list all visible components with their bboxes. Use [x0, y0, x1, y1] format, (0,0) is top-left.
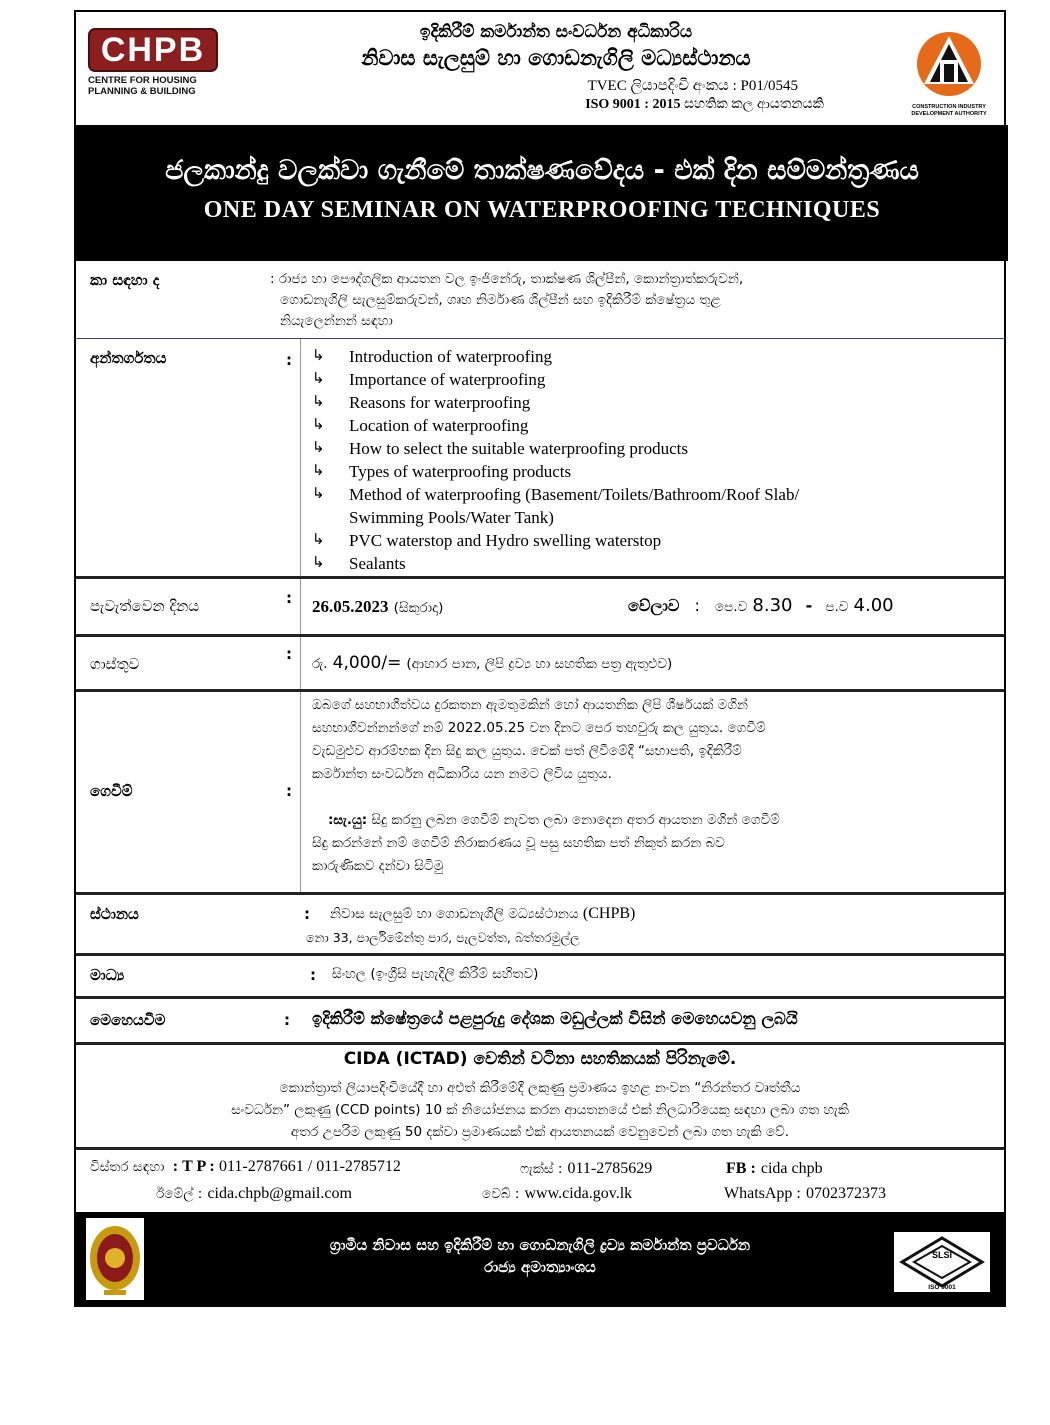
venue-address: නො 33, පාර්ලිමේන්තු පාර, පැලවත්ත, බත්තරමුල්ල	[306, 930, 580, 945]
fax-value: 011-2785629	[567, 1160, 653, 1177]
footer-text	[76, 1234, 1004, 1278]
tvec-number: TVEC ලියාපදිංචි අංකය : P01/0545	[587, 78, 798, 94]
arrow-icon: ↳	[312, 463, 325, 479]
date-value-wrap	[312, 597, 443, 617]
fax-wrap	[520, 1158, 652, 1178]
medium-value: සිංහල (ඉංග්‍රීසි පැහැදිලි කිරීම් සහිතව)	[332, 966, 539, 982]
payment-colon: :	[286, 782, 292, 800]
org-name: ඉදිකිරීම් කර්මාන්ත සංවර්ධන අධිකාරිය	[419, 22, 693, 42]
note-line: කාරුණිකව දන්වා සිටිමු	[312, 858, 444, 874]
topic-item	[312, 368, 799, 391]
topic-item	[312, 391, 799, 414]
chpb-logo	[88, 28, 218, 97]
column-divider	[300, 692, 301, 892]
venue-colon: :	[304, 905, 310, 923]
audience-text	[270, 269, 743, 332]
cida-logo	[904, 22, 994, 122]
medium-row	[76, 956, 1004, 996]
guidance-value: ඉදිකිරීම් ක්ෂේත්‍රයේ පළපුරුදු දේශක මඩුල්ලක් විසින් මෙහෙයවනු ලබයි	[312, 1009, 798, 1028]
slsi-logo	[894, 1232, 990, 1292]
cida-line: සංවර්ධන” ලකුණු (CCD points) 10 ක් නියෝජනය කරන ආයතනයේ එක් නිලධාරියෙකු සඳහා ලබා ගත හැකි	[231, 1102, 849, 1118]
topic-text: How to select the suitable waterproofing products	[349, 439, 688, 458]
svg-text:DEVELOPMENT AUTHORITY: DEVELOPMENT AUTHORITY	[911, 111, 987, 117]
payment-label: ගෙවීම්	[90, 782, 133, 800]
topic-text: Types of waterproofing products	[349, 462, 572, 481]
cida-certificate-section	[76, 1045, 1004, 1145]
topic-text: Method of waterproofing (Basement/Toilets/Bathroom/Roof Slab/	[349, 485, 800, 504]
fb-label: FB :	[726, 1160, 756, 1177]
whatsapp-label: WhatsApp :	[724, 1185, 801, 1202]
topic-item	[312, 483, 799, 529]
venue-row	[76, 895, 1004, 950]
web-value[interactable]: www.cida.gov.lk	[524, 1185, 633, 1202]
email-label: ඊමේල් :	[156, 1186, 203, 1202]
time-from: 8.30	[752, 595, 793, 616]
time-from-prefix: පෙ.ව	[714, 599, 748, 615]
venue-line-1: නිවාස සැලසුම් හා ගොඩනැගිලි මධ්‍යස්ථානය	[330, 906, 579, 922]
cida-body	[76, 1077, 1004, 1143]
contact-intro: විස්තර සඳහා	[90, 1159, 165, 1175]
date-label: පැවැත්වෙන දිනය	[90, 597, 200, 615]
cida-line: අතර උපරිම ලකුණු 50 දක්වා ප්‍රමාණයක් එක් ආයතනයක් වෙනුවෙන් ලබා ගත හැකි වේ.	[290, 1124, 790, 1140]
arrow-icon: ↳	[312, 394, 325, 410]
topic-text: Location of waterproofing	[349, 416, 529, 435]
note-line: සිදු කරනු ලබන ගෙවීම් නැවත ලබා නොදෙන අතර ආයතන මගින් ගෙවීම්	[367, 812, 780, 828]
web-wrap	[482, 1183, 632, 1203]
header-text	[236, 22, 876, 113]
audience-line-1: : රාජ්‍ය හා පෞද්ගලික ආයතන වල ඉංජිනේරු, තාක්ෂණ ශිල්පීන්, කොන්ත්‍රාත්කරුවන්,	[270, 271, 744, 287]
audience-label: කා සඳහා ද	[90, 271, 160, 289]
chpb-logo-sub-1: CENTRE FOR HOUSING	[88, 75, 197, 86]
medium-colon: :	[310, 966, 316, 984]
audience-line-3: නියැලෙන්නන් සඳහා	[280, 313, 393, 329]
title-banner	[76, 125, 1008, 261]
payment-text	[312, 694, 992, 878]
topic-text-cont: Swimming Pools/Water Tank)	[349, 508, 554, 527]
arrow-icon: ↳	[312, 440, 325, 456]
footer-banner	[76, 1212, 1004, 1307]
venue-abbr: (CHPB)	[582, 905, 636, 922]
ministry-line-1: ග්‍රාමීය නිවාස සහ ඉදිකිරීම් හා ගොඩනැගිලි ද්‍රව්‍ය කර්මාන්ත ප්‍රවර්ධන	[329, 1236, 751, 1254]
payment-line: සහභාගීවන්නන්ගේ නම් 2022.05.25 වන දිනට පෙර තහවුරු කල යුතුය. ගෙවීම්	[312, 720, 766, 736]
chpb-logo-sub-2: PLANNING & BUILDING	[88, 86, 196, 97]
cida-line: කොන්ත්‍රාත් ලියාපදිංචියේදී හා අළුත් කිරීමේදී ලකුණු ප්‍රමාණය ඉහළ නංවන “නිරන්තර වෘත්තීය	[279, 1080, 801, 1096]
guidance-colon: :	[284, 1011, 290, 1029]
payment-line: කර්මාන්ත සංවර්ධන අධිකාරිය යන නමට ලිවිය යුතුය.	[312, 766, 612, 782]
time-label: වේලාව	[628, 596, 680, 615]
time-to: 4.00	[853, 595, 894, 616]
date-colon: :	[286, 589, 292, 607]
iso-text: සහතික කල ආයතනයකි	[680, 97, 824, 112]
fee-colon: :	[286, 645, 292, 663]
arrow-icon: ↳	[312, 555, 325, 571]
venue-line-1-wrap	[330, 905, 635, 923]
topic-item	[312, 437, 799, 460]
topic-text: Importance of waterproofing	[349, 370, 546, 389]
svg-text:CONSTRUCTION INDUSTRY: CONSTRUCTION INDUSTRY	[912, 104, 986, 110]
web-label: වෙබ් :	[482, 1186, 520, 1202]
fee-row	[76, 637, 1004, 689]
slsi-text: SLSI	[931, 1250, 953, 1260]
topic-text: Sealants	[349, 554, 406, 573]
topic-text: Introduction of waterproofing	[349, 347, 552, 366]
chpb-logo-text: CHPB	[88, 28, 218, 72]
flyer	[74, 10, 1006, 1307]
ministry-line-2: රාජ්‍ය අමාත්‍යාංශය	[484, 1258, 596, 1276]
slsi-sub: ISO 9001	[928, 1284, 956, 1291]
topic-list	[312, 345, 799, 575]
topic-text: PVC waterstop and Hydro swelling waterstop	[349, 531, 662, 550]
payment-note	[312, 809, 992, 832]
note-prefix: :සැ.යු:	[328, 812, 368, 828]
guidance-label: මෙහෙයවීම	[90, 1011, 166, 1029]
iso-line	[236, 97, 876, 113]
column-divider	[300, 637, 301, 689]
arrow-icon: ↳	[312, 532, 325, 548]
fee-note: (ආහාර පාන, ලිපි ද්‍රව්‍ය හා සහතික පත්‍ර ඇතුළුව)	[406, 656, 673, 672]
arrow-icon: ↳	[312, 371, 325, 387]
slsi-logo-icon	[894, 1232, 990, 1292]
fb-value: cida chpb	[760, 1160, 823, 1177]
column-divider	[300, 579, 301, 634]
venue-label: ස්ථානය	[90, 905, 139, 923]
whatsapp-value: 0702372373	[805, 1185, 886, 1202]
tp-label: : T P :	[172, 1158, 215, 1175]
contact-line-1	[90, 1158, 401, 1176]
email-wrap	[156, 1183, 352, 1203]
fee-amount: 4,000/=	[332, 653, 402, 673]
title-sinhala: ජලකාන්දු වලක්වා ගැනීමේ තාක්ෂණවේදය - එක් දින සම්මන්ත්‍රණය	[165, 155, 919, 186]
topic-item	[312, 460, 799, 483]
cida-heading: CIDA (ICTAD) වෙතින් වටිනා සහතිකයක් පිරිනැමේ.	[343, 1049, 737, 1069]
fee-value-wrap	[312, 653, 672, 673]
payment-row	[76, 692, 1004, 892]
contact-section	[76, 1150, 1004, 1210]
topic-item	[312, 529, 799, 552]
audience-row	[76, 261, 1004, 339]
time-to-prefix: ප.ව	[825, 599, 849, 615]
note-line: සිදු කරන්නේ නම් ගෙවීම් නිරාකරණය වූ පසු සහතික පත් නිකුත් කරන බව	[312, 835, 725, 851]
fee-currency: රු.	[312, 656, 328, 672]
topic-item	[312, 345, 799, 368]
whatsapp-wrap	[724, 1183, 886, 1203]
content-label: අන්තර්ගතය	[90, 349, 167, 367]
time-dash: -	[805, 596, 813, 615]
date-value: 26.05.2023	[312, 597, 389, 616]
audience-line-2: ගොඩනැගිලි සැලසුම්කරුවන්, ගෘහ නිර්මාණ ශිල්පීන් සහ ඉදිකිරීම් ක්ෂේත්‍රය තුළ	[280, 292, 721, 308]
tp-value: 011-2787661 / 011-2785712	[219, 1158, 401, 1175]
arrow-icon: ↳	[312, 417, 325, 433]
topic-text: Reasons for waterproofing	[349, 393, 531, 412]
email-value[interactable]: cida.chpb@gmail.com	[207, 1185, 352, 1202]
topic-item	[312, 552, 799, 575]
date-row	[76, 579, 1004, 634]
cida-logo-icon	[904, 22, 994, 122]
fee-label: ගාස්තුව	[90, 655, 140, 673]
title-english: ONE DAY SEMINAR ON WATERPROOFING TECHNIQUES	[203, 197, 881, 223]
column-divider	[300, 339, 301, 577]
header	[76, 12, 1004, 125]
content-colon: :	[286, 351, 292, 369]
topic-item	[312, 414, 799, 437]
payment-line: වැඩමුළුව ආරම්භක දින සිදු කල යුතුය. චෙක් පත් ලිවීමේදී “සභාපති, ඉදිකිරීම්	[312, 743, 742, 759]
arrow-icon: ↳	[312, 486, 325, 502]
arrow-icon: ↳	[312, 348, 325, 364]
fb-wrap	[726, 1158, 823, 1178]
guidance-row	[76, 999, 1004, 1041]
content-row	[76, 339, 1004, 577]
date-day: (සිකුරාදා)	[393, 600, 444, 616]
medium-label: මාධ්‍ය	[90, 966, 125, 984]
fax-label: ෆැක්ස් :	[520, 1161, 563, 1177]
iso-standard: ISO 9001 : 2015	[585, 97, 681, 112]
payment-line: ඔබගේ සහභාගීත්වය දුරකතන ඇමතුමකින් හෝ ආයතනික ලිපි ශීර්ෂයක් මගින්	[312, 697, 748, 713]
time-wrap	[628, 595, 894, 616]
centre-name: නිවාස සැලසුම් හා ගොඩනැගිලි මධ්‍යස්ථානය	[361, 46, 751, 70]
time-colon: :	[694, 596, 700, 615]
